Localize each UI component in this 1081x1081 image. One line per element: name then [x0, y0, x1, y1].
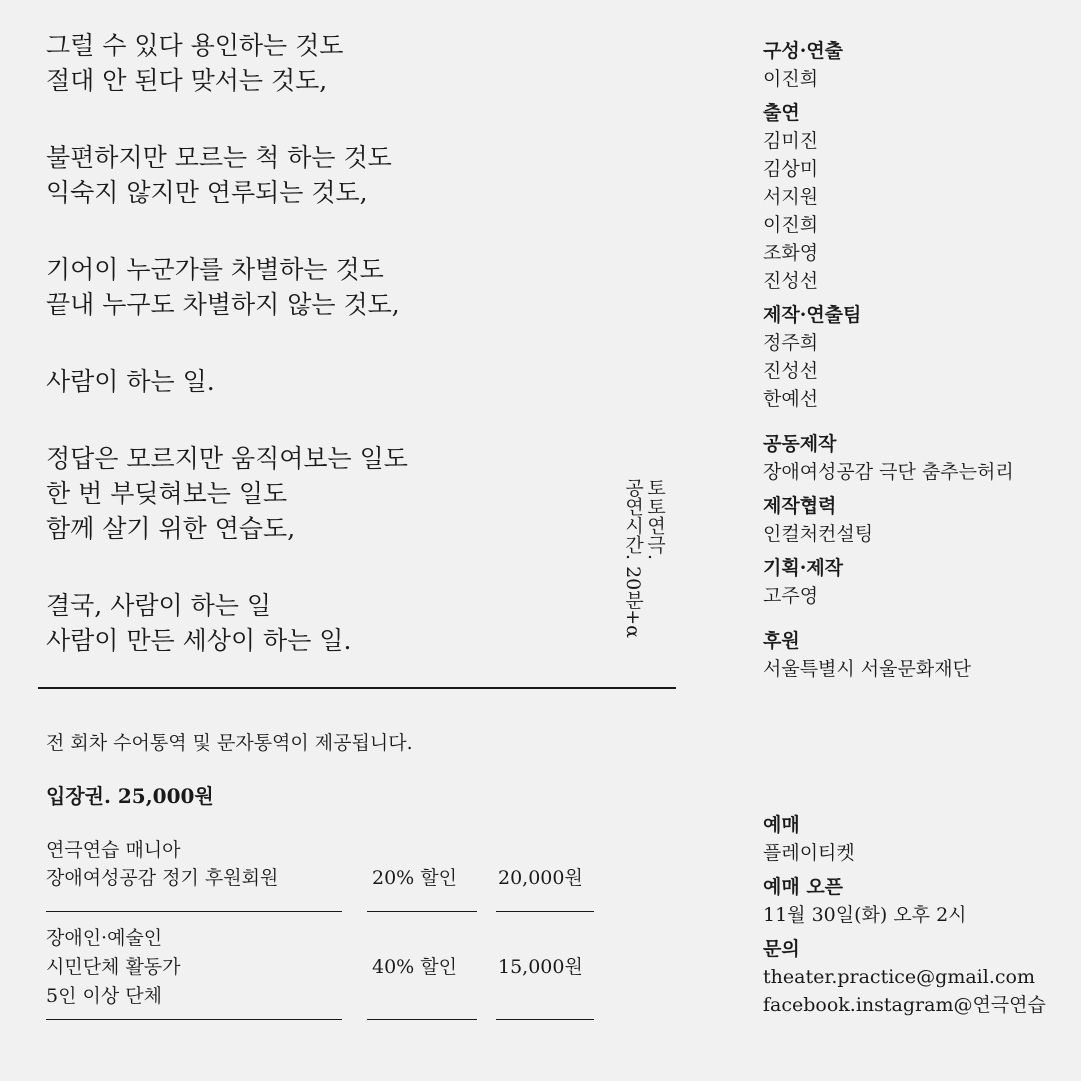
discount-price: 20,000원: [498, 867, 583, 889]
row-divider: [496, 1019, 594, 1020]
vertical-show-info: [622, 478, 666, 638]
credits: [763, 38, 1073, 690]
poem-stanza-4: [46, 364, 626, 399]
booking-info: [763, 812, 1073, 1026]
ticket-price-title: 입장권. 25,000원: [46, 784, 214, 808]
discount-target: 5인 이상 단체: [46, 985, 162, 1007]
credit-name: 이진희: [763, 214, 819, 236]
row-divider: [46, 911, 342, 912]
credit-sponsor: [763, 628, 1073, 683]
vertical-title: 토토연극.: [644, 478, 666, 561]
poem-line: 정답은 모르지만 움직여보는 일도: [46, 444, 408, 473]
poem-stanza-5: [46, 441, 626, 546]
vertical-runtime: 공연시간. 20분+α: [622, 478, 644, 639]
credit-name: 진성선: [763, 360, 819, 382]
credit-heading: 구성·연출: [763, 40, 844, 62]
interpretation-notice: 전 회차 수어통역 및 문자통역이 제공됩니다.: [46, 732, 413, 754]
discount-target: 시민단체 활동가: [46, 956, 181, 978]
poem-line: 불편하지만 모르는 척 하는 것도: [46, 143, 392, 172]
credit-heading: 후원: [763, 630, 800, 652]
credit-name: 정주희: [763, 332, 819, 354]
credit-team: [763, 302, 1073, 413]
row-divider: [367, 911, 477, 912]
contact-social[interactable]: facebook.instagram@연극연습: [763, 994, 1046, 1016]
poem-line: 사람이 하는 일.: [46, 367, 215, 396]
credit-name: 한예선: [763, 388, 819, 410]
poem-stanza-1: [46, 28, 626, 98]
credit-value: 인컬처컨설팅: [763, 523, 874, 545]
booking-heading: 예매: [763, 814, 800, 836]
booking-open: [763, 874, 1073, 929]
poem-line: 끝내 누구도 차별하지 않는 것도,: [46, 290, 400, 319]
contact-email[interactable]: theater.practice@gmail.com: [763, 966, 1035, 988]
booking-vendor: 플레이티켓: [763, 842, 855, 864]
poem-stanza-2: [46, 140, 626, 210]
discount-rate: 20% 할인: [372, 867, 457, 889]
credit-name: 진성선: [763, 270, 819, 292]
booking-inquiry: [763, 936, 1073, 1019]
discount-target: 장애인·예술인: [46, 927, 163, 949]
credit-planning: [763, 555, 1073, 610]
poem-stanza-3: [46, 252, 626, 322]
booking-heading: 문의: [763, 938, 800, 960]
poem-line: 사람이 만든 세상이 하는 일.: [46, 626, 352, 655]
credit-heading: 기획·제작: [763, 557, 844, 579]
row-divider: [46, 1019, 342, 1020]
poem-line: 함께 살기 위한 연습도,: [46, 514, 296, 543]
credit-name: 김상미: [763, 158, 819, 180]
booking-open-date: 11월 30일(화) 오후 2시: [763, 904, 967, 926]
booking-reservation: [763, 812, 1073, 867]
credit-name: 조화영: [763, 242, 819, 264]
credit-name: 이진희: [763, 68, 819, 90]
booking-heading: 예매 오픈: [763, 876, 844, 898]
poem-line: 그럴 수 있다 용인하는 것도: [46, 31, 344, 60]
discount-target: 연극연습 매니아: [46, 839, 181, 861]
discount-price: 15,000원: [498, 956, 583, 978]
credit-heading: 제작협력: [763, 495, 837, 517]
section-divider: [38, 687, 676, 689]
credit-cast: [763, 100, 1073, 295]
poem-line: 기어이 누군가를 차별하는 것도: [46, 255, 384, 284]
credit-coproduction: [763, 431, 1073, 486]
row-divider: [496, 911, 594, 912]
poem: [46, 28, 626, 700]
poem-stanza-6: [46, 588, 626, 658]
credit-name: 김미진: [763, 130, 819, 152]
credit-value: 서울특별시 서울문화재단: [763, 658, 971, 680]
credit-direction: [763, 38, 1073, 93]
credit-heading: 공동제작: [763, 433, 837, 455]
credit-name: 서지원: [763, 186, 819, 208]
credit-cooperation: [763, 493, 1073, 548]
credit-heading: 출연: [763, 102, 800, 124]
credit-heading: 제작·연출팀: [763, 304, 862, 326]
poem-line: 한 번 부딪혀보는 일도: [46, 479, 288, 508]
discount-target: 장애여성공감 정기 후원회원: [46, 867, 279, 889]
credit-value: 고주영: [763, 585, 819, 607]
discount-rate: 40% 할인: [372, 956, 457, 978]
poem-line: 결국, 사람이 하는 일: [46, 591, 271, 620]
poem-line: 익숙지 않지만 연루되는 것도,: [46, 178, 368, 207]
credit-value: 장애여성공감 극단 춤추는허리: [763, 461, 1014, 483]
row-divider: [367, 1019, 477, 1020]
poem-line: 절대 안 된다 맞서는 것도,: [46, 66, 328, 95]
